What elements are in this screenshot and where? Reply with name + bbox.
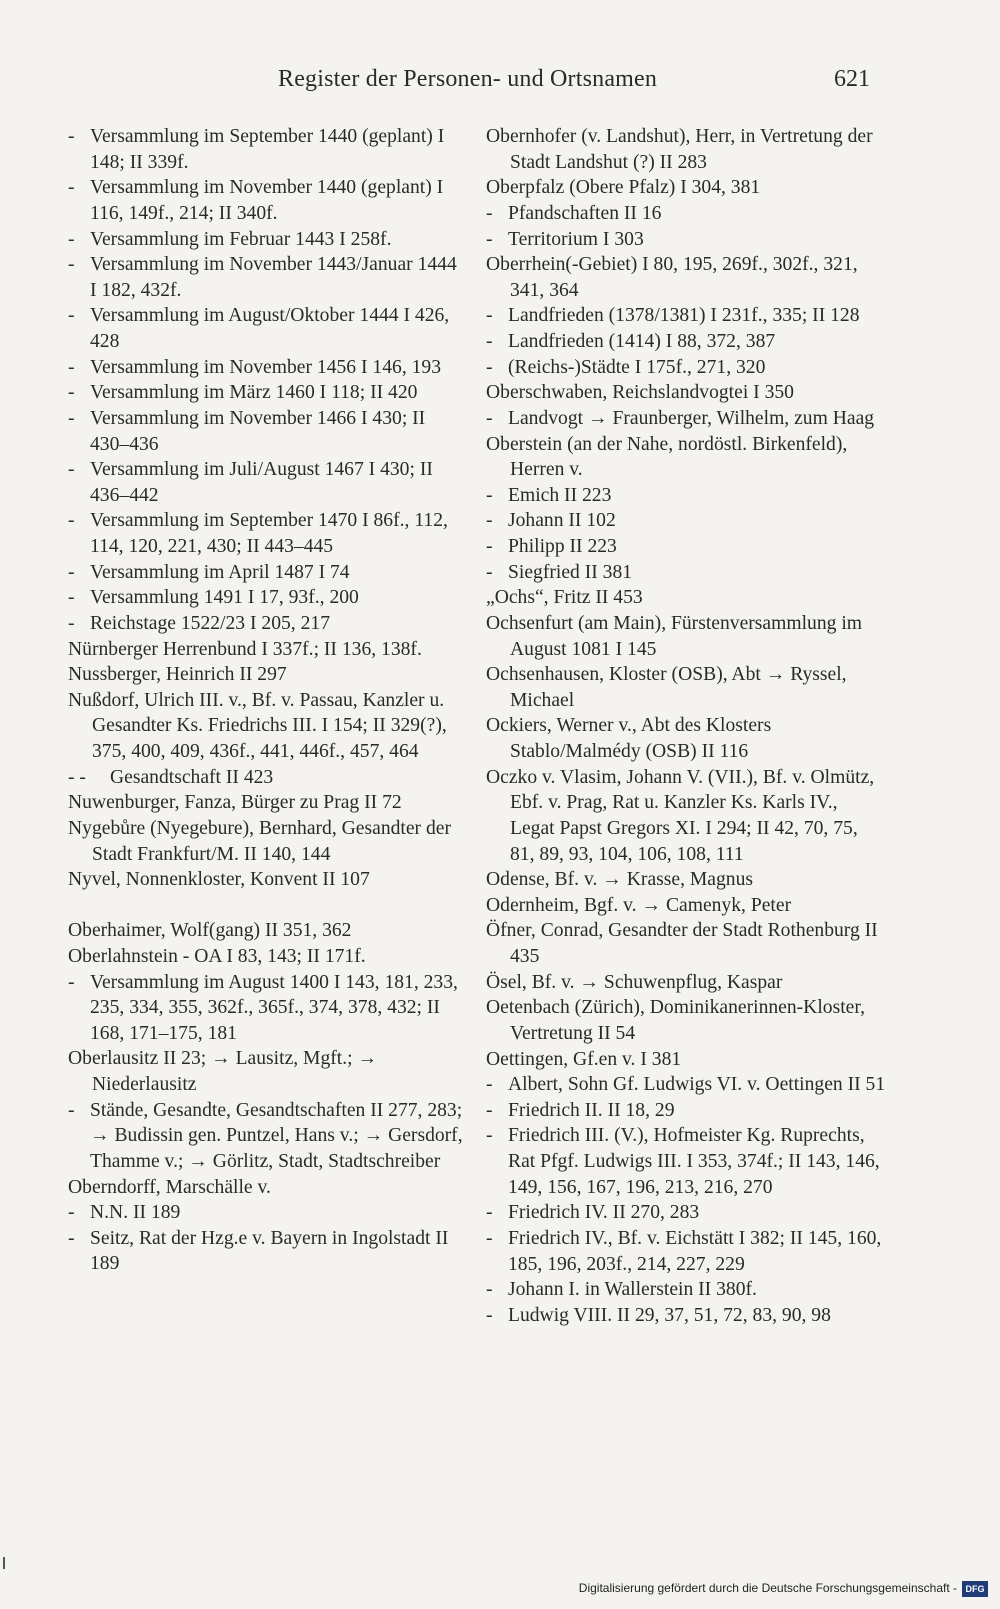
margin-mark — [3, 1557, 5, 1569]
index-entry — [486, 252, 886, 303]
index-subentry — [486, 355, 886, 381]
entry-text: Siegfried II 381 — [508, 561, 633, 583]
entry-text: Oberrhein(-Gebiet) I 80, 195, 269f., 302f., 321, 341, 364 — [486, 254, 858, 301]
entry-text: Versammlung im November 1466 I 430; II 430–436 — [90, 407, 426, 455]
page-number: 621 — [834, 66, 870, 92]
subentry-dash: - — [68, 126, 75, 147]
index-subentry — [68, 560, 468, 586]
index-subentry — [68, 355, 468, 381]
entry-text: Nyvel, Nonnenkloster, Konvent II 107 — [68, 869, 370, 891]
entry-text: Versammlung 1491 I 17, 93f., 200 — [90, 587, 359, 609]
entry-text: Nuwenburger, Fanza, Bürger zu Prag II 72 — [68, 792, 402, 814]
index-entry — [486, 380, 886, 406]
index-entry — [68, 1046, 468, 1097]
index-subentry — [486, 1303, 886, 1329]
entry-text: Ochsenhausen, Kloster (OSB), Abt → Ryssel, Michael — [486, 664, 847, 711]
subentry-dash: - — [486, 407, 493, 429]
entry-text: Friedrich IV., Bf. v. Eichstätt I 382; II 145, 160, 185, 196, 203f., 214, 227, 229 — [508, 1227, 882, 1275]
index-subentry — [68, 765, 468, 791]
entry-text: Pfandschaften II 16 — [508, 202, 662, 224]
index-subentry — [486, 1123, 886, 1200]
entry-text: Versammlung im April 1487 I 74 — [90, 561, 350, 583]
index-entry — [486, 765, 886, 868]
index-subentry — [486, 1098, 886, 1124]
subentry-dash: - — [486, 202, 493, 224]
subentry-dash: - — [486, 510, 493, 532]
entry-text: Nürnberger Herrenbund I 337f.; II 136, 138f. — [68, 638, 422, 660]
subentry-dash: - — [68, 1202, 75, 1224]
subentry-dash: - — [68, 561, 75, 583]
subentry-dash: - — [68, 510, 75, 532]
subentry-dash: - — [486, 1202, 493, 1224]
entry-text: Odernheim, Bgf. v. → Camenyk, Peter — [486, 894, 792, 916]
index-subentry — [68, 406, 468, 457]
subentry-dash: - — [68, 459, 75, 481]
index-subentry — [486, 1277, 886, 1303]
index-entry — [486, 611, 886, 662]
index-entry — [68, 688, 468, 765]
index-entry — [68, 1175, 468, 1201]
index-subentry — [68, 611, 468, 637]
subentry-dash: - — [68, 177, 75, 199]
index-subentry — [486, 1226, 886, 1277]
index-subentry — [68, 227, 468, 253]
entry-text: Friedrich II. II 18, 29 — [508, 1099, 675, 1121]
index-entry — [68, 944, 468, 970]
index-subentry — [486, 201, 886, 227]
entry-text: Albert, Sohn Gf. Ludwigs VI. v. Oettingen II 51 — [508, 1074, 886, 1096]
index-entry — [486, 867, 886, 893]
subentry-dash: - — [68, 612, 75, 634]
entry-text: Nußdorf, Ulrich III. v., Bf. v. Passau, Kanzler u. Gesandter Ks. Friedrichs III. I 154; II 329(?), 375, 400, 409, 436f., 441, 446f., 457, 464 — [68, 689, 447, 762]
subentry-dash: - — [486, 305, 493, 327]
index-entry — [486, 585, 886, 611]
dfg-logo-icon: DFG — [962, 1581, 988, 1597]
footer-credit: Digitalisierung gefördert durch die Deutsche Forschungsgemeinschaft - — [578, 1581, 957, 1595]
index-subentry — [68, 380, 468, 406]
entry-text: Landfrieden (1378/1381) I 231f., 335; II 128 — [508, 305, 860, 327]
entry-text: Versammlung im September 1440 (geplant) I 148; II 339f. — [90, 126, 445, 173]
index-entry — [486, 175, 886, 201]
subentry-dash: - — [486, 561, 493, 583]
entry-text: Landvogt → Fraunberger, Wilhelm, zum Haag — [508, 407, 875, 429]
entry-text: Oczko v. Vlasim, Johann V. (VII.), Bf. v. Olmütz, Ebf. v. Prag, Rat u. Kanzler Ks. Karls IV., Legat Papst Gregors XI. I 294; II 42, 70, 75, 81, 89, 93, 104, 106, 108, 111 — [486, 766, 875, 865]
entry-text: Versammlung im Februar 1443 I 258f. — [90, 228, 392, 250]
index-subentry — [68, 175, 468, 226]
entry-text: Öfner, Conrad, Gesandter der Stadt Rothenburg II 435 — [486, 920, 878, 967]
entry-text: Oettingen, Gf.en v. I 381 — [486, 1048, 682, 1070]
entry-text: Stände, Gesandte, Gesandtschaften II 277, 283; → Budissin gen. Puntzel, Hans v.; → Gersdorf, Thamme v.; → Görlitz, Stadt, Stadtschreiber — [90, 1099, 463, 1172]
entry-text: Obernhofer (v. Landshut), Herr, in Vertretung der Stadt Landshut (?) II 283 — [486, 126, 873, 173]
subentry-dash: - — [486, 1227, 493, 1249]
entry-text: Oberndorff, Marschälle v. — [68, 1176, 271, 1198]
entry-text: Oberhaimer, Wolf(gang) II 351, 362 — [68, 920, 352, 942]
index-subentry — [486, 508, 886, 534]
entry-text: Gesandtschaft II 423 — [110, 766, 274, 788]
index-subentry — [486, 406, 886, 432]
index-subentry — [68, 124, 468, 175]
entry-text: Versammlung im November 1443/Januar 1444 I 182, 432f. — [90, 254, 457, 301]
index-entry — [486, 1047, 886, 1073]
subentry-dash: - — [68, 228, 75, 250]
entry-text: Ludwig VIII. II 29, 37, 51, 72, 83, 90, 98 — [508, 1304, 831, 1326]
entry-text: Philipp II 223 — [508, 536, 617, 557]
entry-text: Oberlausitz II 23; → Lausitz, Mgft.; → Niederlausitz — [68, 1048, 378, 1096]
index-entry — [68, 918, 468, 944]
entry-text: Ockiers, Werner v., Abt des Klosters Stablo/Malmédy (OSB) II 116 — [486, 715, 772, 762]
entry-text: Nygebůre (Nyegebure), Bernhard, Gesandter der Stadt Frankfurt/M. II 140, 144 — [68, 817, 451, 865]
subentry-dash: - — [68, 587, 75, 609]
subentry-dash: - — [486, 1125, 493, 1147]
subentry-dash: - — [486, 228, 493, 250]
subentry-dash: - — [486, 356, 493, 378]
index-subentry — [486, 534, 886, 560]
entry-text: Emich II 223 — [508, 484, 612, 506]
entry-text: Oetenbach (Zürich), Dominikanerinnen-Kloster, Vertretung II 54 — [486, 997, 865, 1044]
index-subentry — [486, 560, 886, 586]
index-subentry — [486, 1200, 886, 1226]
entry-text: Oberpfalz (Obere Pfalz) I 304, 381 — [486, 177, 761, 199]
entry-text: Seitz, Rat der Hzg.e v. Bayern in Ingolstadt II 189 — [90, 1227, 449, 1275]
page-header — [0, 62, 1000, 102]
index-subentry — [68, 970, 468, 1047]
subentry-dash: - — [68, 971, 75, 993]
entry-text: Versammlung im November 1456 I 146, 193 — [90, 356, 442, 378]
index-entry — [486, 124, 886, 175]
running-title: Register der Personen- und Ortsnamen — [278, 66, 658, 92]
entry-text: Nussberger, Heinrich II 297 — [68, 664, 287, 686]
entry-text: Versammlung im März 1460 I 118; II 420 — [90, 382, 418, 404]
subentry-dash: - - — [68, 766, 86, 788]
entry-text: Johann II 102 — [508, 510, 616, 532]
index-subentry — [486, 303, 886, 329]
index-subentry — [486, 1072, 886, 1098]
index-subentry — [68, 508, 468, 559]
entry-text: Ösel, Bf. v. → Schuwenpflug, Kaspar — [486, 971, 783, 993]
index-subentry — [68, 1098, 468, 1175]
entry-text: Oberschwaben, Reichslandvogtei I 350 — [486, 382, 794, 404]
subentry-dash: - — [486, 536, 493, 557]
index-subentry — [486, 483, 886, 509]
entry-text: N.N. II 189 — [90, 1202, 181, 1224]
index-entry — [486, 893, 886, 919]
entry-text: Odense, Bf. v. → Krasse, Magnus — [486, 869, 754, 891]
index-entry — [486, 970, 886, 996]
index-entry — [486, 918, 886, 969]
subentry-dash: - — [486, 331, 493, 352]
index-subentry — [68, 252, 468, 303]
index-subentry — [486, 329, 886, 355]
entry-text: Versammlung im September 1470 I 86f., 112, 114, 120, 221, 430; II 443–445 — [90, 510, 448, 557]
subentry-dash: - — [486, 1279, 493, 1301]
entry-text: Versammlung im August/Oktober 1444 I 426, 428 — [90, 305, 450, 352]
index-entry — [486, 995, 886, 1046]
index-subentry — [486, 227, 886, 253]
subentry-dash: - — [68, 382, 75, 404]
index-entry — [68, 816, 468, 867]
subentry-dash: - — [68, 407, 75, 429]
entry-text: Versammlung im August 1400 I 143, 181, 233, 235, 334, 355, 362f., 365f., 374, 378, 432; II 168, 171–175, 181 — [90, 971, 458, 1044]
index-entry — [68, 637, 468, 663]
index-entry — [486, 432, 886, 483]
entry-text: Landfrieden (1414) I 88, 372, 387 — [508, 331, 776, 352]
index-entry — [68, 790, 468, 816]
subentry-dash: - — [68, 305, 75, 327]
subentry-dash: - — [68, 1099, 75, 1121]
subentry-dash: - — [486, 1074, 493, 1096]
index-subentry — [68, 585, 468, 611]
subentry-dash: - — [486, 484, 493, 506]
entry-text: Oberstein (an der Nahe, nordöstl. Birkenfeld), Herren v. — [486, 433, 848, 481]
subentry-dash: - — [68, 1227, 75, 1249]
subentry-dash: - — [68, 356, 75, 378]
entry-text: Versammlung im Juli/August 1467 I 430; II 436–442 — [90, 459, 433, 506]
index-entry — [68, 662, 468, 688]
entry-text: Versammlung im November 1440 (geplant) I 116, 149f., 214; II 340f. — [90, 177, 444, 224]
index-subentry — [68, 1226, 468, 1277]
subentry-dash: - — [486, 1304, 493, 1326]
digitization-footer — [0, 1575, 1000, 1597]
index-subentry — [68, 303, 468, 354]
subentry-dash: - — [68, 254, 75, 276]
index-gap — [68, 893, 468, 919]
entry-text: Reichstage 1522/23 I 205, 217 — [90, 612, 330, 634]
subentry-dash: - — [486, 1099, 493, 1121]
entry-text: Friedrich IV. II 270, 283 — [508, 1202, 700, 1224]
entry-text: Oberlahnstein - OA I 83, 143; II 171f. — [68, 945, 366, 967]
index-entry — [486, 713, 886, 764]
index-subentry — [68, 1200, 468, 1226]
index-column-right — [486, 124, 886, 1328]
index-subentry — [68, 457, 468, 508]
index-entry — [486, 662, 886, 713]
entry-text: Johann I. in Wallerstein II 380f. — [508, 1279, 757, 1301]
entry-text: Ochsenfurt (am Main), Fürstenversammlung im August 1081 I 145 — [486, 612, 863, 660]
index-entry — [68, 867, 468, 893]
entry-text: Territorium I 303 — [508, 228, 644, 250]
entry-text: „Ochs“, Fritz II 453 — [486, 587, 643, 609]
entry-text: Friedrich III. (V.), Hofmeister Kg. Ruprechts, Rat Pfgf. Ludwigs III. I 353, 374f.; II 143, 146, 149, 156, 167, 196, 213, 216, 270 — [508, 1125, 880, 1198]
index-column-left — [68, 124, 468, 1277]
entry-text: (Reichs-)Städte I 175f., 271, 320 — [508, 356, 766, 378]
